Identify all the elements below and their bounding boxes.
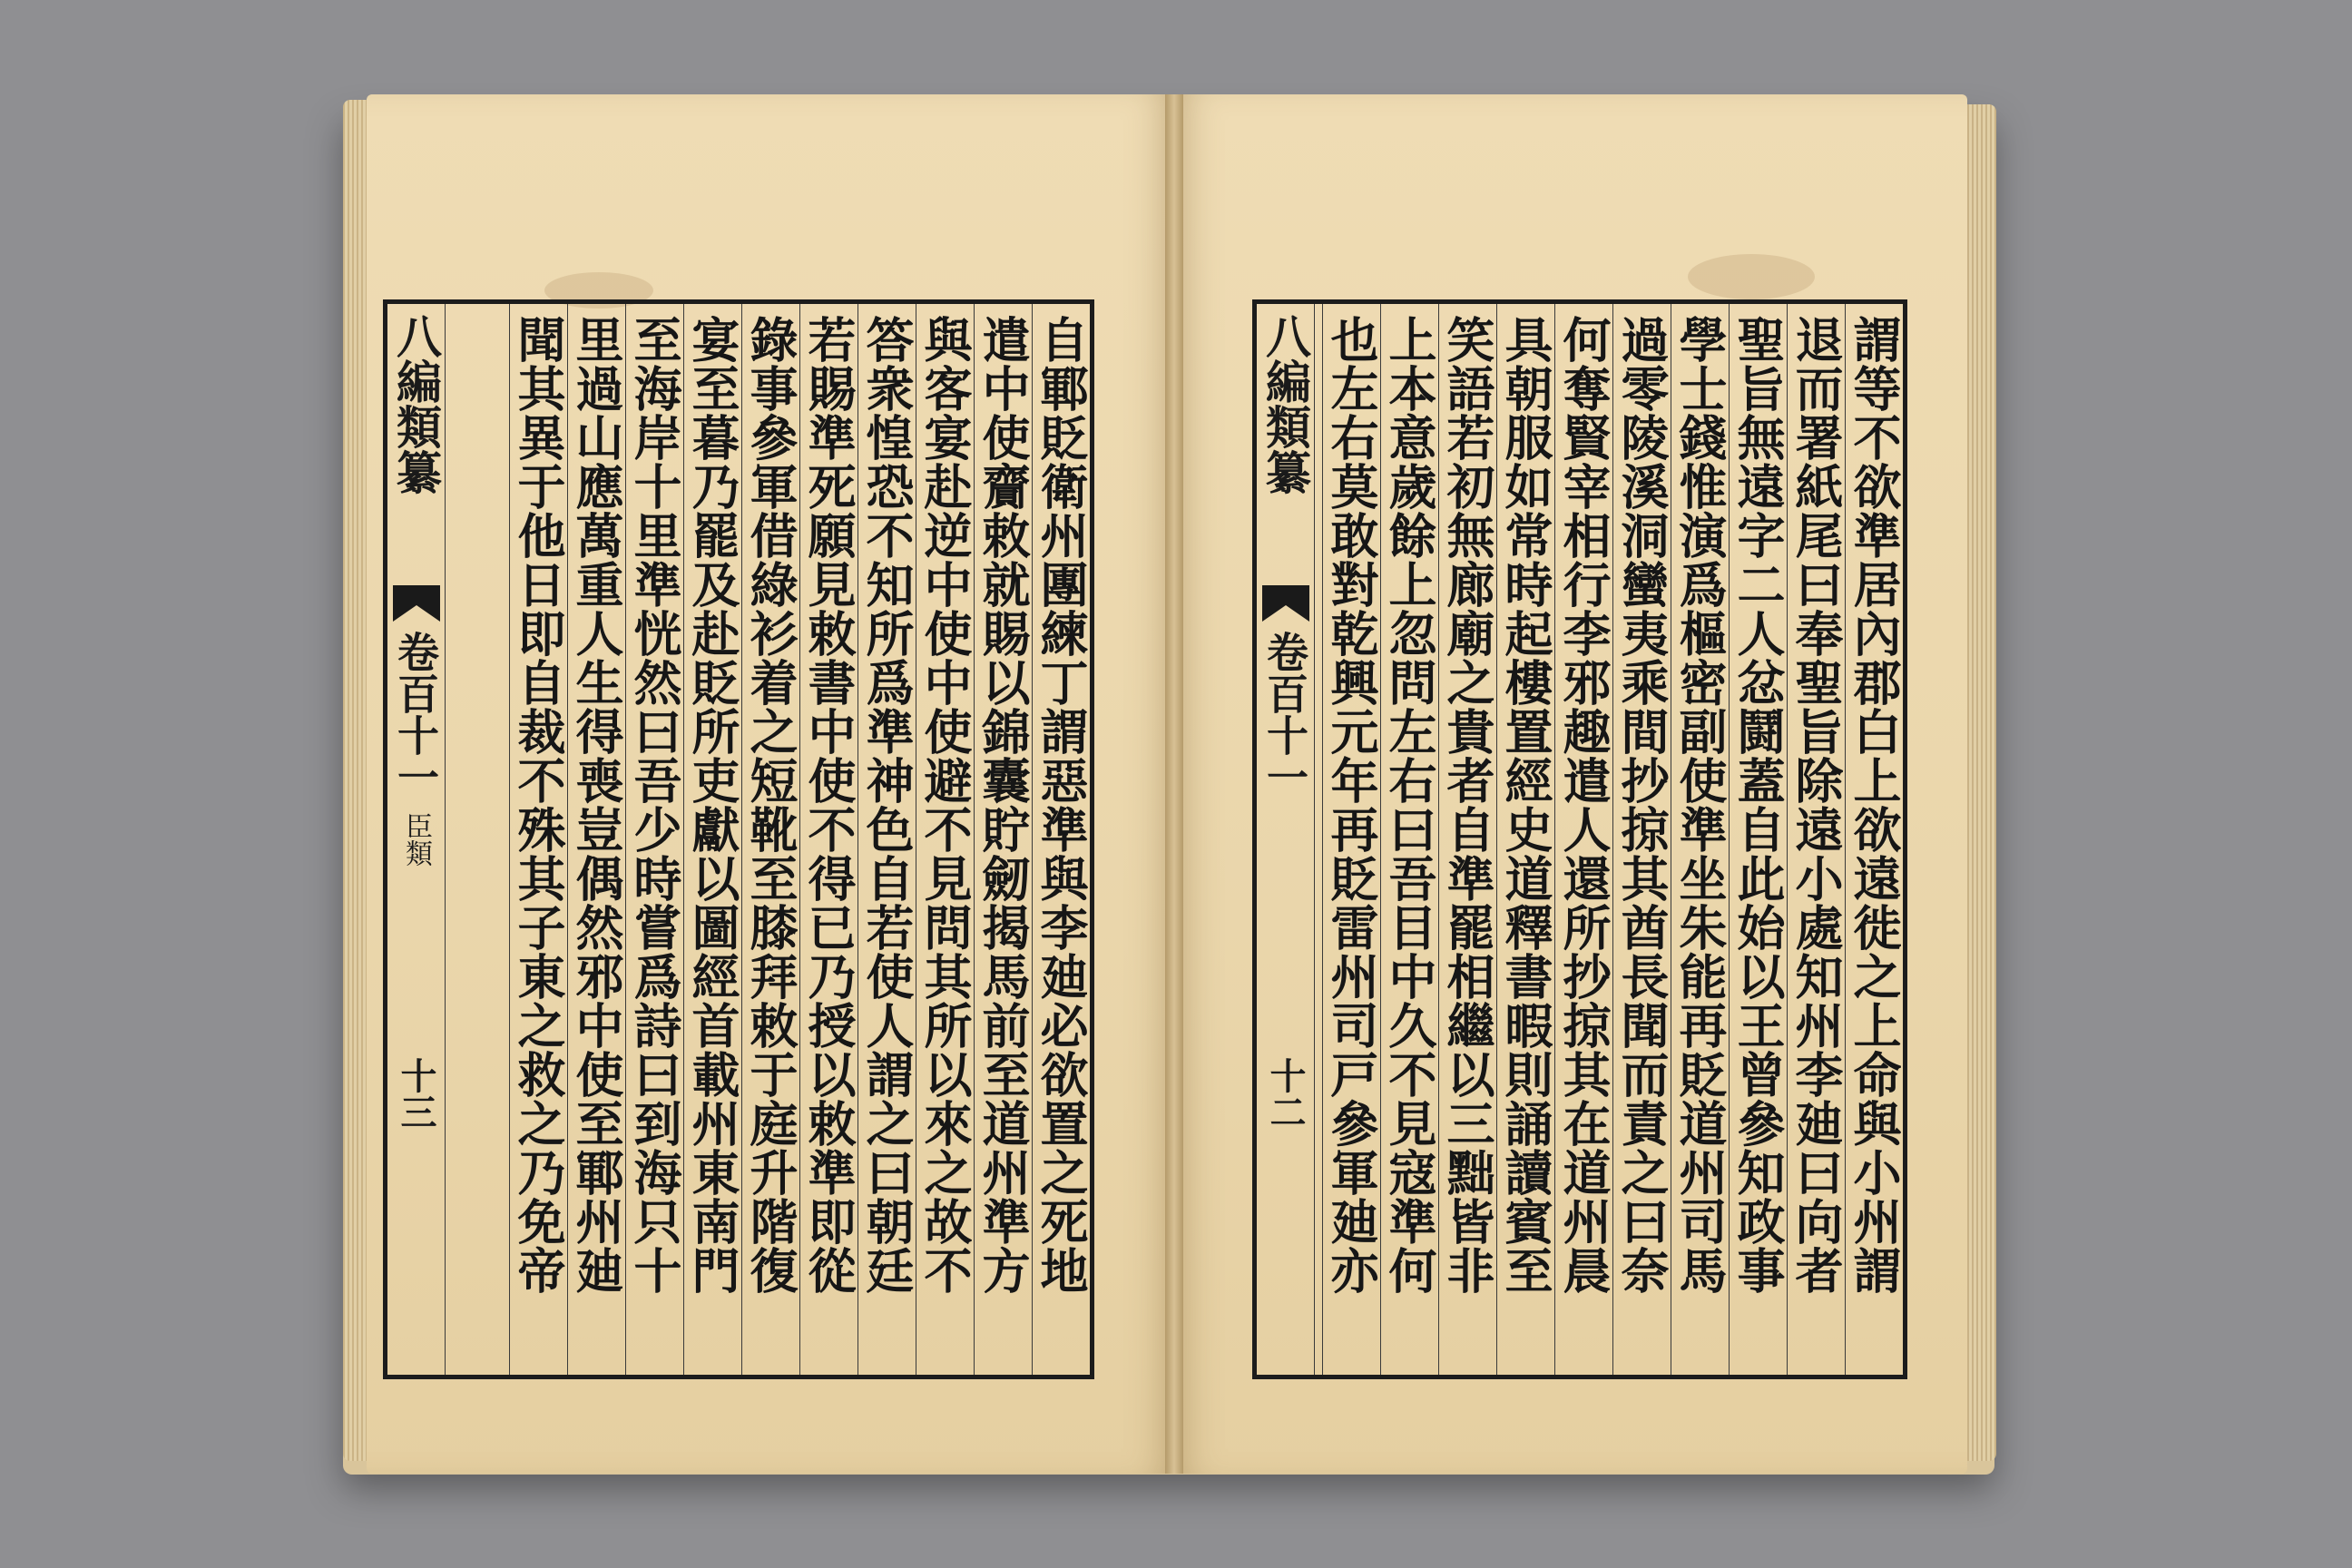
text-column [683, 304, 741, 1375]
column-text: 過零陵溪洞蠻夷乘間抄掠其酋長聞而責之曰奈 [1613, 315, 1670, 1295]
text-column [1729, 304, 1787, 1375]
column-text: 退而署紙尾曰奉聖旨除遠小處知州李廸曰向者 [1788, 315, 1844, 1295]
right-banner-column [1257, 304, 1315, 1375]
book-gutter [1165, 94, 1183, 1474]
text-column [1032, 304, 1090, 1375]
banner-category: 臣類 [400, 812, 432, 867]
text-column [974, 304, 1032, 1375]
text-column [567, 304, 625, 1375]
banner-folio: 十三 [395, 1057, 437, 1130]
text-column [1787, 304, 1845, 1375]
text-column [1438, 304, 1496, 1375]
text-column [1554, 304, 1612, 1375]
left-banner-column [387, 304, 446, 1375]
column-text: 學士錢惟演爲樞密副使準坐朱能再貶道州司馬 [1671, 315, 1728, 1295]
banner-title: 八編類纂 [389, 313, 443, 495]
banner-title: 八編類纂 [1259, 313, 1312, 495]
column-text: 也左右莫敢對乾興元年再貶雷州司戸參軍廸亦 [1323, 315, 1379, 1295]
text-column [1845, 304, 1903, 1375]
banner-folio: 十二 [1264, 1057, 1307, 1130]
text-column [625, 304, 683, 1375]
column-text: 自鄆貶衛州團練丁謂惡準與李廸必欲置之死地 [1033, 315, 1089, 1295]
column-text: 具朝服如常時起樓置經史道釋書暇則誦讀賓至 [1497, 315, 1553, 1295]
column-text: 笑語若初無廊廟之貴者自準罷相繼以三黜皆非 [1439, 315, 1495, 1295]
column-text: 遣中使齎敕就賜以錦囊貯劒揭馬前至道州準方 [975, 315, 1031, 1295]
text-column [916, 304, 974, 1375]
text-column [1671, 304, 1729, 1375]
text-column [799, 304, 858, 1375]
column-text: 何奪賢宰相行李邪趣遣人還所抄掠其在道州晨 [1555, 315, 1612, 1295]
text-column [1322, 304, 1380, 1375]
banner-volume: 卷百十一 [1260, 631, 1309, 798]
text-column [1612, 304, 1671, 1375]
column-text: 至海岸十里準恍然曰吾少時嘗爲詩曰到海只十 [626, 315, 682, 1295]
column-text: 答衆惶恐不知所爲準神色自若使人謂之曰朝廷 [858, 315, 915, 1295]
column-text: 若賜準死願見敕書中使不得已乃授以敕準即從 [800, 315, 857, 1295]
column-text: 謂等不欲準居內郡白上欲遠徙之上命與小州謂 [1846, 315, 1902, 1295]
paper-stain [1688, 254, 1815, 299]
column-text: 里過山應萬重人生得喪豈偶然邪中使至鄆州廸 [568, 315, 624, 1295]
column-text: 聞其異于他日即自裁不殊其子東之救之乃免帝 [510, 315, 566, 1295]
fishtail-mark-icon [1262, 585, 1309, 622]
column-text: 聖旨無遠字二人忿鬪蓋自此始以王曾參知政事 [1730, 315, 1786, 1295]
text-column [741, 304, 799, 1375]
column-text: 宴至暮乃罷及赴貶所吏獻以圖經首載州東南門 [684, 315, 740, 1295]
text-column [1496, 304, 1554, 1375]
column-text: 錄事參軍借綠衫着之短靴至膝拜敕于庭升階復 [742, 315, 799, 1295]
right-columns [1322, 304, 1903, 1375]
banner-volume: 卷百十一 [391, 631, 440, 798]
text-column [858, 304, 916, 1375]
right-text-block [1252, 299, 1907, 1379]
left-columns [509, 304, 1090, 1375]
fishtail-mark-icon [393, 585, 440, 622]
text-column [1380, 304, 1438, 1375]
left-text-block [383, 299, 1094, 1379]
column-text: 與客宴赴逆中使中使避不見問其所以來之故不 [916, 315, 973, 1295]
text-column [509, 304, 567, 1375]
column-text: 上本意歲餘上忽問左右曰吾目中久不見寇準何 [1381, 315, 1437, 1295]
